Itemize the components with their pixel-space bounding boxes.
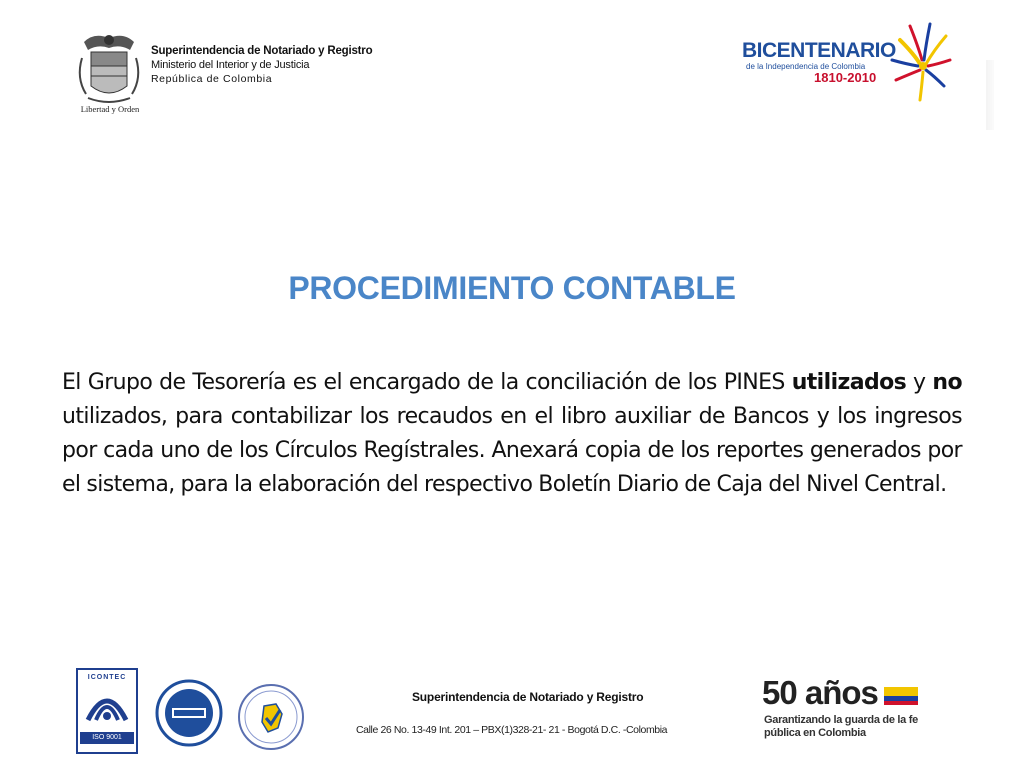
icontec-emblem-icon bbox=[84, 686, 130, 726]
paragraph-bold-no: no bbox=[932, 370, 962, 395]
footer-org-name: Superintendencia de Notariado y Registro bbox=[412, 690, 644, 704]
icontec-label: ICONTEC bbox=[87, 674, 127, 681]
colombia-flag-icon bbox=[884, 687, 918, 705]
page-title: PROCEDIMIENTO CONTABLE bbox=[288, 270, 736, 306]
header-ministry: Ministerio del Interior y de Justicia bbox=[151, 59, 310, 71]
bicentenario-logo bbox=[742, 39, 896, 85]
ntc-certification-badge-icon bbox=[154, 678, 224, 748]
bicentenario-starburst-icon bbox=[890, 20, 952, 104]
decorative-edge bbox=[986, 60, 994, 130]
footer-address: Calle 26 No. 13-49 Int. 201 – PBX(1)328-21- 21 - Bogotá D.C. -Colombia bbox=[356, 724, 668, 736]
motto-text: Libertad y Orden bbox=[80, 104, 140, 114]
fifty-years-subtitle: Garantizando la guarda de la fe pública en Colombia bbox=[764, 714, 918, 739]
bicentenario-subtitle: de la Independencia de Colombia bbox=[746, 62, 866, 71]
header-org-name: Superintendencia de Notariado y Registro bbox=[151, 45, 373, 57]
paragraph-part-3: utilizados, para contabilizar los recaudos en el libro auxiliar de Bancos y los ingresos por cada uno de los Círculos Regístrales. Anexará copia de los reportes generados por el sistema, para la elaboración del respectivo Boletín Diario de Caja del Nivel Central. bbox=[62, 404, 962, 497]
header-organization-block bbox=[151, 44, 372, 86]
body-paragraph bbox=[62, 366, 962, 502]
paragraph-bold-utilizados: utilizados bbox=[791, 370, 907, 395]
paragraph-part-2: y bbox=[906, 370, 933, 395]
icontec-iso-label: ISO 9001 bbox=[80, 732, 134, 744]
header-country: República de Colombia bbox=[151, 73, 273, 85]
fifty-years-title: 50 años bbox=[762, 674, 878, 711]
bicentenario-years: 1810-2010 bbox=[814, 70, 877, 85]
icontec-certification-logo bbox=[76, 668, 138, 754]
paragraph-part-1: El Grupo de Tesorería es el encargado de la conciliación de los PINES bbox=[62, 370, 792, 395]
bicentenario-title: BICENTENARIO bbox=[742, 39, 896, 62]
quality-seal-icon bbox=[236, 682, 306, 752]
fifty-years-logo bbox=[758, 674, 958, 750]
